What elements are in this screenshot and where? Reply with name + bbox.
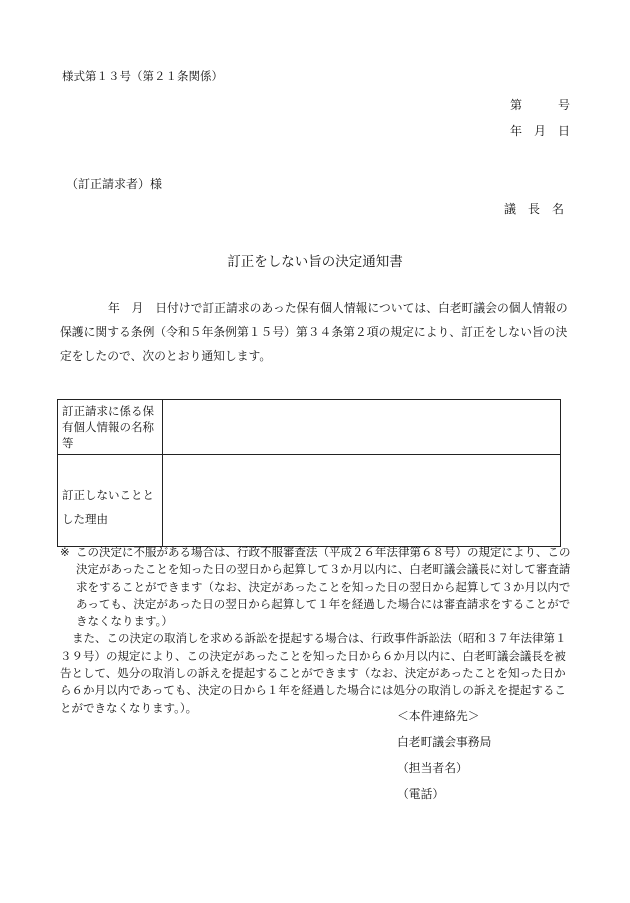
contact-heading: ＜本件連絡先＞ [397,709,480,723]
info-table [57,399,561,547]
chairman-name: 議 長 名 [503,202,564,216]
info-name-label: 訂正請求に係る保有個人情報の名称等 [58,400,163,455]
reason-label: 訂正しないこととした理由 [58,455,163,547]
notes-section [60,544,574,717]
addressee: （訂正請求者）様 [66,177,163,191]
note-mark: ※ [60,545,70,559]
appeal-note-text: この決定に不服がある場合は、行政不服審査法（平成２６年法律第６８号）の規定により、この決定があったことを知った日の翌日から起算して３か月以内に、白老町議会議長に対して審査請求をすることができます（なお、決定があったことを知った日の翌日から起算して３か月以内であっても、決定があった日の翌日から起算して１年を経過した場合には審査請求をすることができなくなります。） [76,545,571,629]
document-title: 訂正をしない旨の決定通知書 [227,254,403,270]
reason-value [163,455,561,547]
contact-phone: （電話） [397,787,445,801]
notice-body: 年 月 日付けで訂正請求のあった保有個人情報については、白老町議会の個人情報の保護に関する条例（令和５年条例第１５号）第３４条第２項の規定により、訂正をしない旨の決定をしたので、次のとおり通知します。 [60,301,568,363]
appeal-note [60,544,574,630]
contact-person: （担当者名） [397,761,468,775]
form-number-label: 様式第１３号（第２１条関係） [62,69,223,83]
info-name-value [163,400,561,455]
lawsuit-note: また、この決定の取消しを求める訴訟を提起する場合は、行政事件訴訟法（昭和３７年法律第１３９号）の規定により、この決定があったことを知った日から６か月以内に、白老町議会議長を被告として、処分の取消しの訴えを提起することができます（なお、決定があったことを知った日から６か月以内であっても、決定の日から１年を経過した場合には処分の取消しの訴えを提起することができなくなります。）。 [60,631,567,715]
document-date-line: 年 月 日 [509,124,570,138]
table-row [58,400,561,455]
table-row [58,455,561,547]
contact-office: 白老町議会事務局 [397,735,492,749]
document-number-line: 第 号 [509,98,570,112]
contact-block [397,703,491,807]
